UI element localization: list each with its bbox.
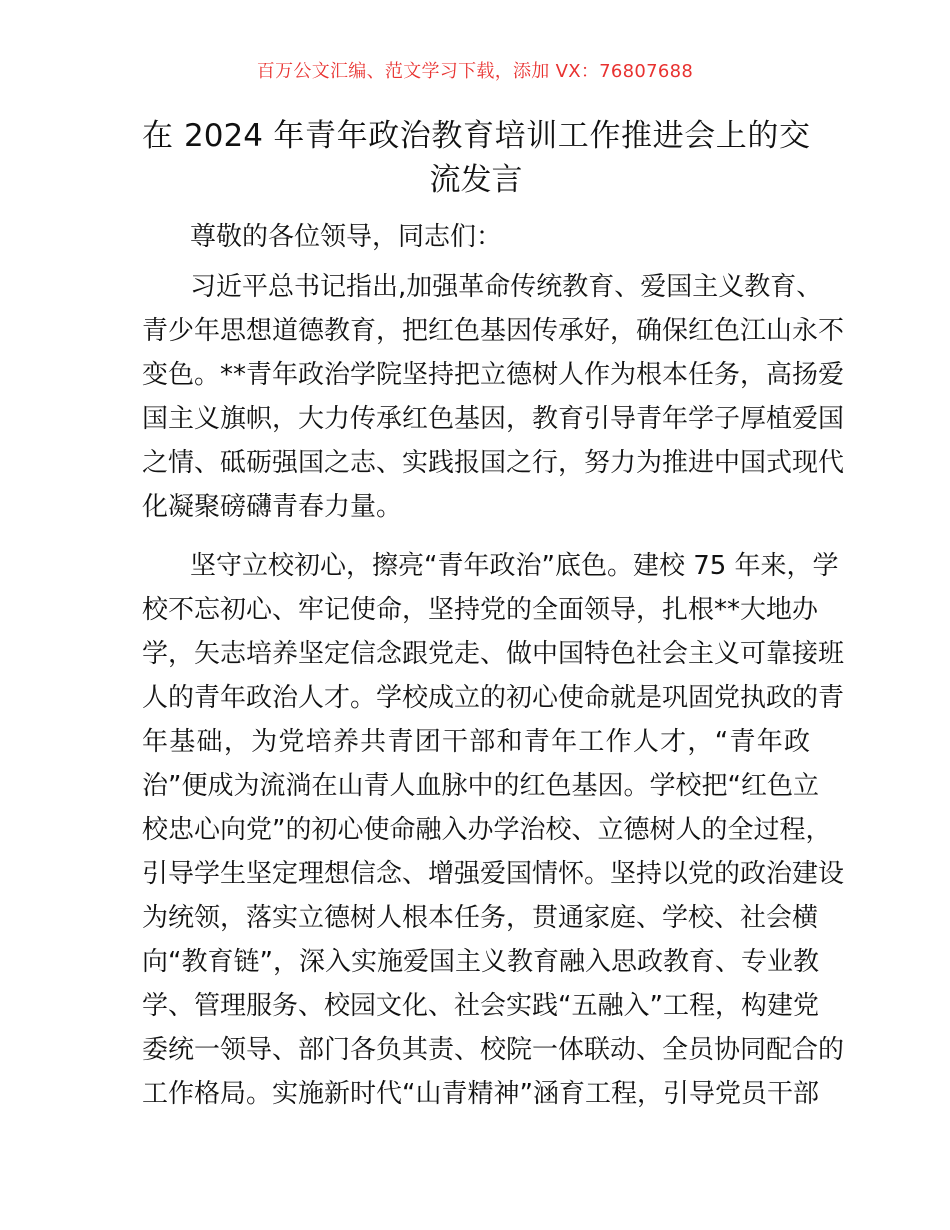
text-line: 学、管理服务、校园文化、社会实践“五融入”工程，构建党	[142, 991, 819, 1021]
greeting	[142, 215, 810, 259]
text-line: 引导学生坚定理想信念、增强爱国情怀。坚持以党的政治建设	[142, 859, 845, 889]
text-line: 工作格局。实施新时代“山青精神”涵育工程，引导党员干部	[142, 1079, 819, 1109]
text-line: 向“教育链”，深入实施爱国主义教育融入思政教育、专业教	[142, 947, 819, 977]
text-line: 青少年思想道德教育，把红色基因传承好，确保红色江山永不	[142, 316, 845, 346]
watermark-banner: 百万公文汇编、范文学习下载，添加 VX：76807688	[256, 61, 694, 82]
text-line: 国主义旗帜，大力传承红色基因，教育引导青年学子厚植爱国	[142, 404, 845, 434]
text-line: 治”便成为流淌在山青人血脉中的红色基因。学校把“红色立	[142, 771, 819, 801]
text-line: 化凝聚磅礴青春力量。	[142, 492, 403, 522]
paragraph-2	[142, 544, 845, 1116]
document-title	[142, 114, 810, 202]
text-line: 为统领，落实立德树人根本任务，贯通家庭、学校、社会横	[142, 903, 819, 933]
text-line: 校忠心向党”的初心使命融入办学治校、立德树人的全过程，	[142, 815, 832, 845]
text-line: 年基础，为党培养共青团干部和青年工作人才，“青年政	[142, 727, 810, 757]
title-line: 流发言	[429, 162, 523, 198]
text-line: 委统一领导、部门各负其责、校院一体联动、全员协同配合的	[142, 1035, 845, 1065]
text-line: 校不忘初心、牢记使命，坚持党的全面领导，扎根**大地办	[142, 595, 819, 625]
text-line: 学，矢志培养坚定信念跟党走、做中国特色社会主义可靠接班	[142, 639, 845, 669]
text-line: 习近平总书记指出,加强革命传统教育、爱国主义教育、	[190, 272, 823, 302]
text-line: 人的青年政治人才。学校成立的初心使命就是巩固党执政的青	[142, 683, 845, 713]
text-line: 之情、砥砺强国之志、实践报国之行，努力为推进中国式现代	[142, 448, 845, 478]
text-line: 坚守立校初心，擦亮“青年政治”底色。建校 75 年来，学	[190, 551, 839, 581]
paragraph-1	[142, 265, 845, 529]
text-line: 变色。**青年政治学院坚持把立德树人作为根本任务，高扬爱	[142, 360, 845, 390]
title-line: 在 2024 年青年政治教育培训工作推进会上的交	[142, 118, 810, 154]
greeting-text: 尊敬的各位领导，同志们：	[190, 222, 503, 252]
